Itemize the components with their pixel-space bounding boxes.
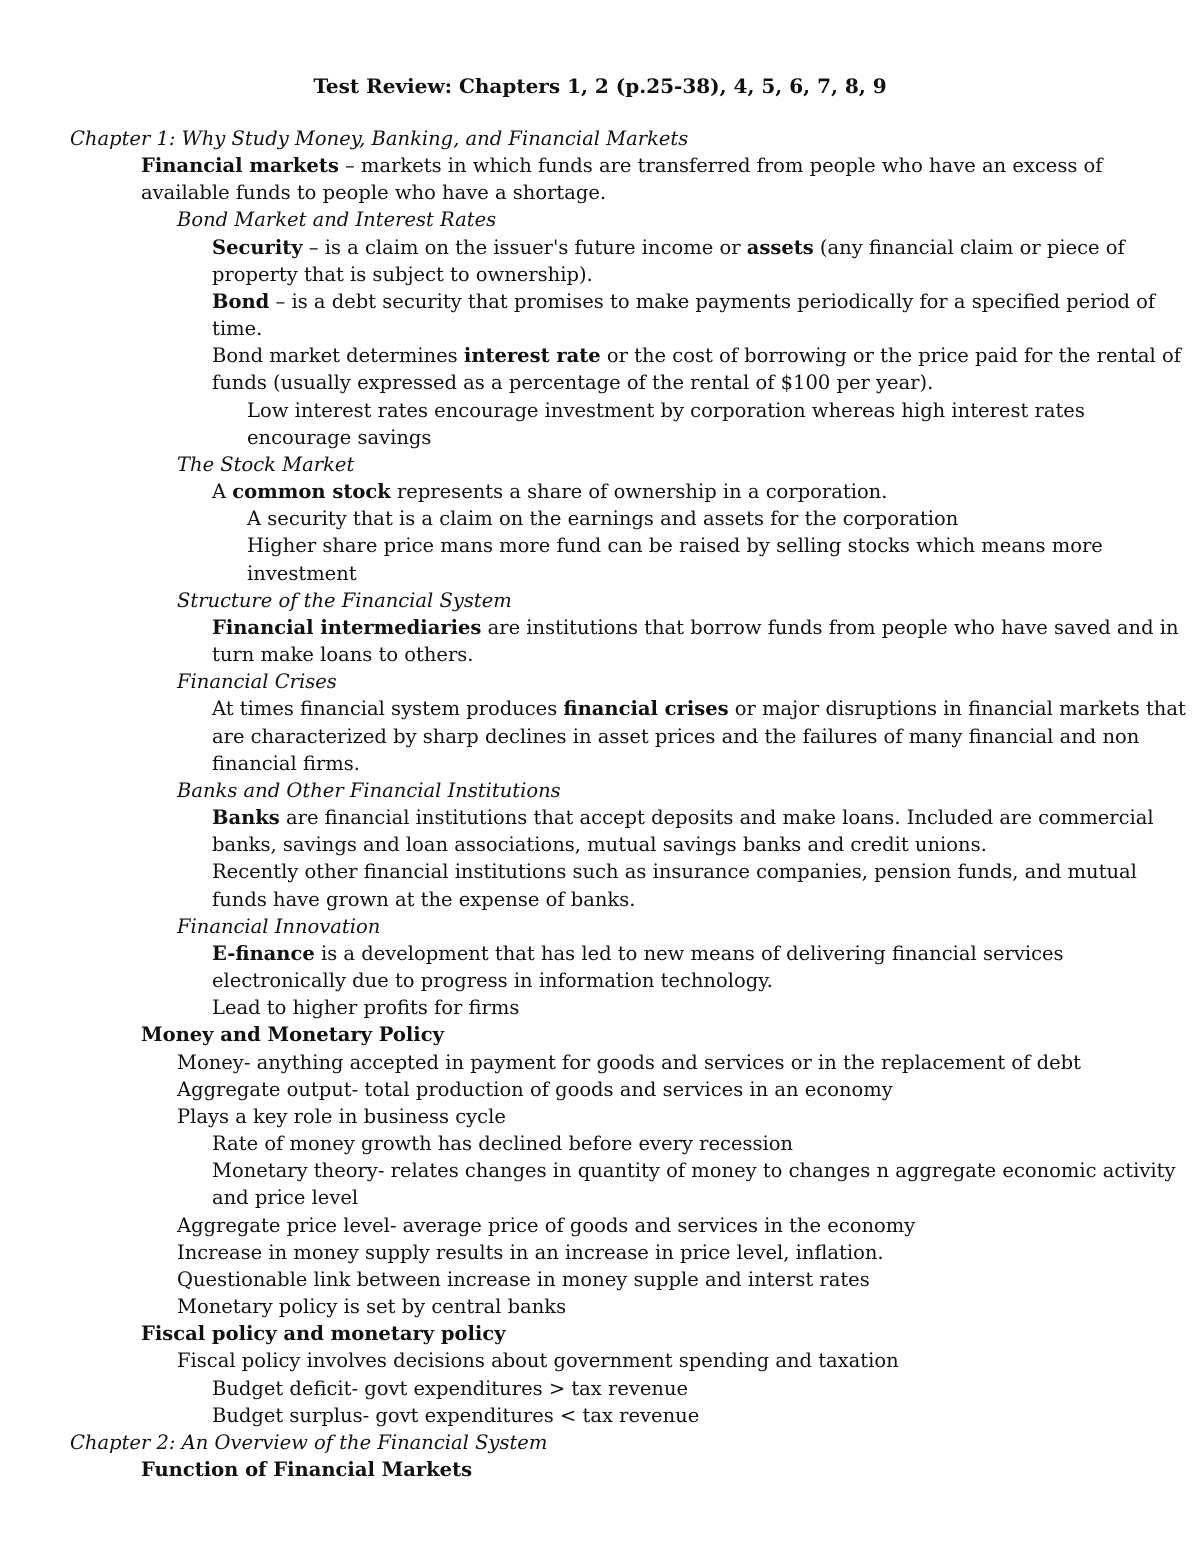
subheading-text: Financial Innovation: [177, 915, 381, 938]
chapter-1-heading: Chapter 1: Why Study Money, Banking, and Financial Markets: [70, 127, 689, 150]
item-text: Financial markets – markets in which funds are transferred from people who have an excess of: [141, 154, 1103, 177]
item-text-cont: funds (usually expressed as a percentage of the rental of $100 per year).: [212, 371, 934, 394]
subheading-text: Financial Crises: [177, 670, 337, 693]
item-text-cont: investment: [247, 562, 357, 585]
item-text-cont: available funds to people who have a shortage.: [141, 181, 607, 204]
subheading-text: Structure of the Financial System: [177, 589, 512, 612]
item-text-cont: electronically due to progress in information technology.: [212, 969, 773, 992]
subheading-text: The Stock Market: [177, 453, 355, 476]
item-text-cont: are characterized by sharp declines in asset prices and the failures of many financial and non: [212, 725, 1140, 748]
section-heading: Fiscal policy and monetary policy: [141, 1322, 506, 1345]
page-title: Test Review: Chapters 1, 2 (p.25-38), 4, 5, 6, 7, 8, 9: [313, 74, 887, 98]
term: Financial markets: [141, 154, 339, 177]
item-text-cont: funds have grown at the expense of banks.: [212, 888, 636, 911]
item-text-cont: financial firms.: [212, 752, 360, 775]
section-heading: Function of Financial Markets: [141, 1458, 473, 1481]
item-text-cont: time.: [212, 317, 263, 340]
item-text-cont: turn make loans to others.: [212, 643, 474, 666]
document-page: Test Review: Chapters 1, 2 (p.25-38), 4, 5, 6, 7, 8, 9 Chapter 1: Why Study Money, Banking, and Financial Markets Financial markets – markets in which funds are transferred from people who have an excess of available funds to people who have a shortage. Bond Market and Interest Rates Security – is a claim on the issuer's future income or assets (any financial claim or piece of property that is subject to ownership). Bond – is a debt security that promises to make payments periodically for a specified period of time. Bond market determines interest rate or the cost of borrowing or the price paid for the rental of funds (usually expressed as a percentage of the rental of $100 per year). Low interest rates encourage investment by corporation whereas high interest rates encourage savings The Stock Market A common stock represents a share of ownership in a corporation. A security that is a claim on the earnings and assets for the corporation Higher share price mans more fund can be raised by selling stocks which means more investment Structure of the Financial System Financial intermediaries are institutions that borrow funds from people who have saved and in turn make loans to others. Financial Crises At times financial system produces financial crises or major disruptions in financial markets that are characterized by sharp declines in asset prices and the failures of many financial and non financial firms. Banks and Other Financial Institutions Banks are financial institutions that accept deposits and make loans. Included are commercial banks, savings and loan associations, mutual savings banks and credit unions. Recently other financial institutions such as insurance companies, pension funds, and mutual funds have grown at the expense of banks. Financial Innovation E-finance is a development that has led to new means of delivering financial services electronically due to progress in information technology. Lead to higher profits for firms Money and Monetary Policy Money- anything accepted in payment for goods and services or in the replacement of debt Aggregate output- total production of goods and services in an economy Plays a key role in business cycle Rate of money growth has declined before every recession Monetary theory- relates changes in quantity of money to changes n aggregate economic activity and price level Aggregate price level- average price of goods and services in the economy Increase in money supply results in an increase in price level, inflation. Questionable link between increase in money supple and interst rates Monetary policy is set by central banks Fiscal policy and monetary policy Fiscal policy involves decisions about government spending and taxation Budget deficit- govt expenditures > tax revenue Budget surplus- govt expenditures < tax revenue Chapter 2: An Overview of the Financial System Function of Financial Markets: [0, 0, 1200, 1553]
section-heading: Money and Monetary Policy: [141, 1023, 444, 1046]
item-text-cont: property that is subject to ownership).: [212, 263, 593, 286]
item-text-cont: encourage savings: [247, 426, 432, 449]
subheading-text: Banks and Other Financial Institutions: [177, 779, 561, 802]
chapter-2-heading: Chapter 2: An Overview of the Financial System: [70, 1431, 548, 1454]
item-text-cont: banks, savings and loan associations, mutual savings banks and credit unions.: [212, 833, 987, 856]
subheading-text: Bond Market and Interest Rates: [177, 208, 497, 231]
item-text-cont: and price level: [212, 1186, 359, 1209]
